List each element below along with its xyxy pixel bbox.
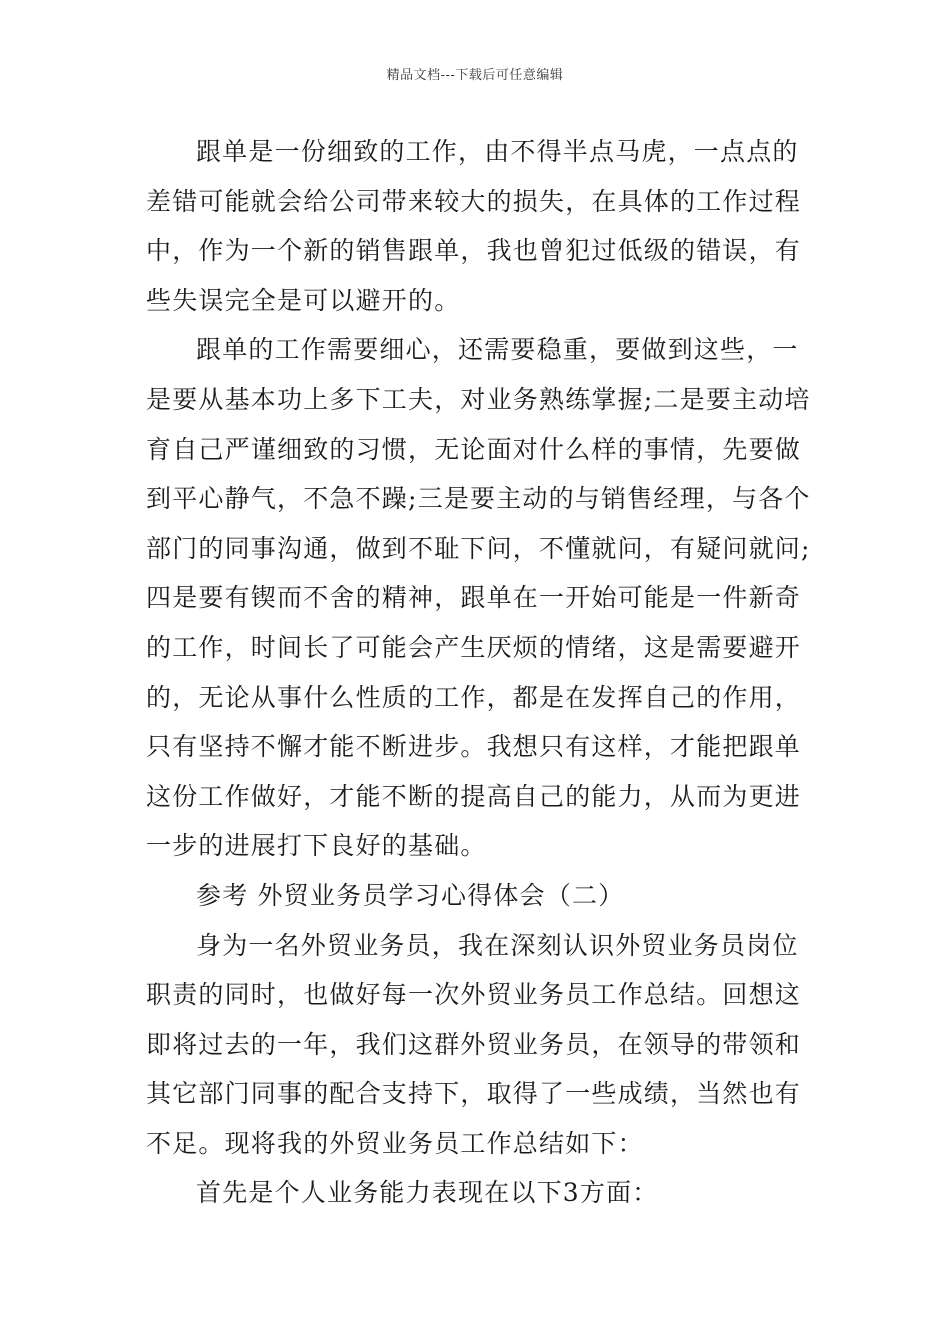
page-header: 精品文档---下载后可任意编辑 — [386, 68, 564, 83]
text-line: 的工作，时间长了可能会产生厌烦的情绪，这是需要避开 — [146, 632, 802, 662]
text-line: 的，无论从事什么性质的工作，都是在发挥自己的作用， — [146, 682, 802, 712]
text-line: 到平心静气，不急不躁;三是要主动的与销售经理，与各个 — [146, 484, 811, 514]
document-body — [146, 127, 811, 1218]
text-line: 这份工作做好，才能不断的提高自己的能力，从而为更进 — [146, 781, 802, 811]
text-line: 不足。现将我的外贸业务员工作总结如下： — [146, 1128, 644, 1158]
text-line: 部门的同事沟通，做到不耻下问，不懂就问，有疑问就问; — [146, 533, 811, 563]
text-line: 差错可能就会给公司带来较大的损失，在具体的工作过程 — [146, 186, 802, 216]
paragraph-2 — [146, 325, 811, 871]
text-line: 只有坚持不懈才能不断进步。我想只有这样，才能把跟单 — [146, 732, 802, 762]
paragraph-3 — [146, 921, 806, 1169]
text-line: 是要从基本功上多下工夫，对业务熟练掌握;二是要主动培 — [146, 384, 811, 414]
section-heading — [146, 871, 806, 921]
heading-line: 参考 外贸业务员学习心得体会（二） — [196, 880, 625, 910]
text-line: 跟单是一份细致的工作，由不得半点马虎，一点点的 — [196, 137, 799, 166]
text-line: 中，作为一个新的销售跟单，我也曾犯过低级的错误，有 — [146, 236, 802, 266]
paragraph-4 — [146, 1168, 806, 1218]
text-line: 其它部门同事的配合支持下，取得了一些成绩，当然也有 — [146, 1079, 802, 1109]
text-line: 身为一名外贸业务员，我在深刻认识外贸业务员岗位 — [196, 930, 799, 960]
text-line: 首先是个人业务能力表现在以下3方面： — [196, 1178, 659, 1208]
text-line: 跟单的工作需要细心，还需要稳重，要做到这些，一 — [196, 335, 799, 365]
text-line: 育自己严谨细致的习惯，无论面对什么样的事情，先要做 — [146, 434, 802, 464]
text-line: 四是要有锲而不舍的精神，跟单在一开始可能是一件新奇 — [146, 583, 802, 613]
text-line: 职责的同时，也做好每一次外贸业务员工作总结。回想这 — [146, 980, 802, 1010]
paragraph-1 — [146, 127, 806, 325]
text-line: 即将过去的一年，我们这群外贸业务员，在领导的带领和 — [146, 1029, 802, 1059]
text-line: 一步的进展打下良好的基础。 — [146, 831, 487, 861]
text-line: 些失误完全是可以避开的。 — [146, 285, 461, 315]
